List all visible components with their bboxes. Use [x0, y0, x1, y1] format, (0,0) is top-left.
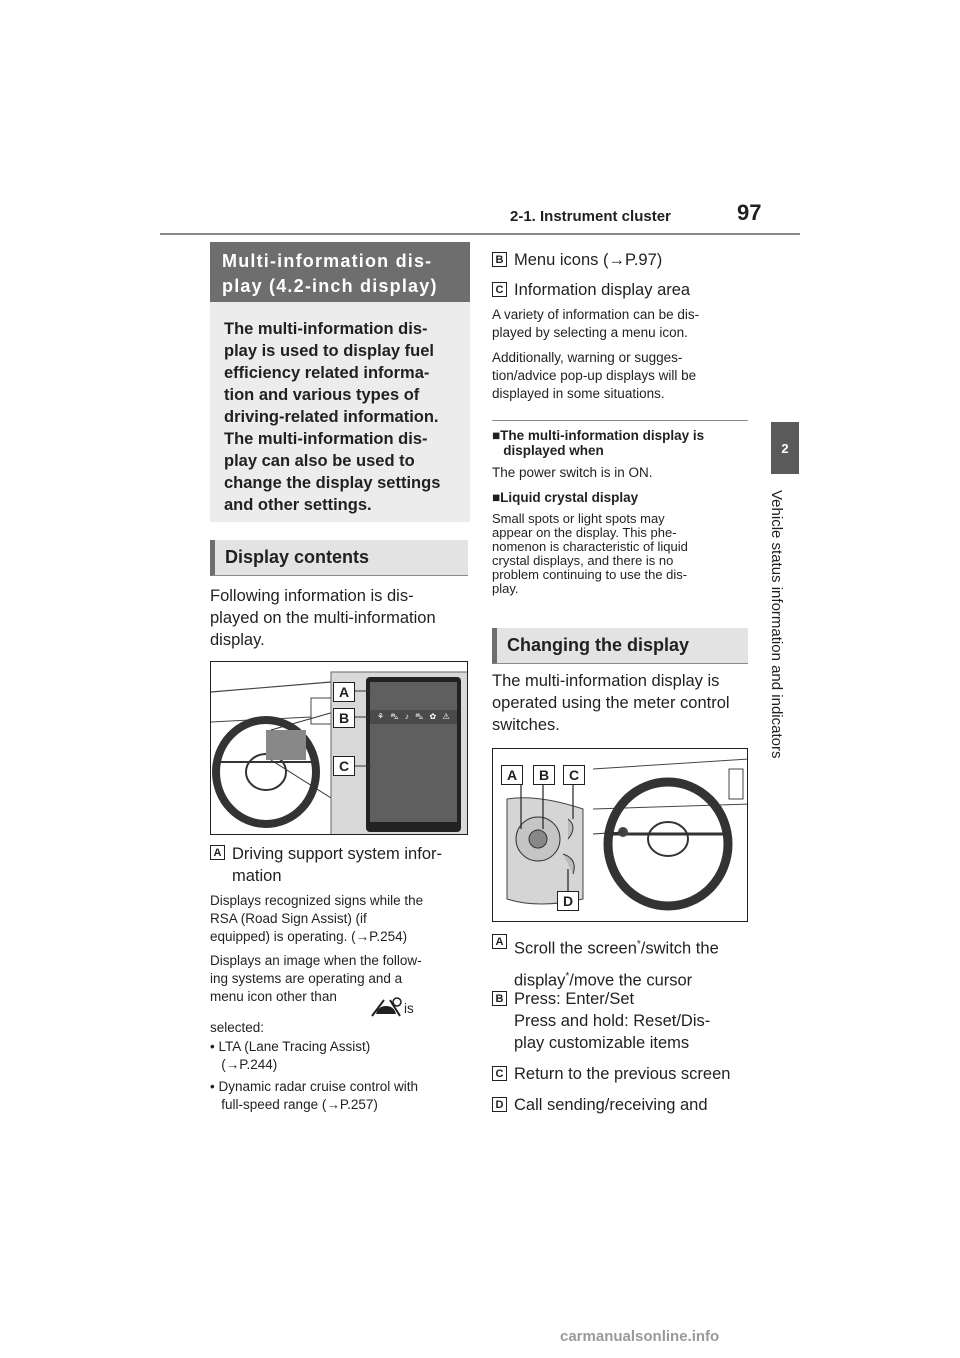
item-a-desc-2: Displays an image when the follow- ing systems are operating and a menu icon other than	[210, 953, 422, 1004]
section-heading-box: Multi-information dis- play (4.2-inch display)	[210, 242, 470, 302]
figure-label-c: C	[333, 756, 355, 776]
switch-item-d: Call sending/receiving and	[514, 1096, 708, 1114]
car-lane-icon	[366, 994, 406, 1020]
steering-switch-figure	[492, 748, 748, 922]
header-rule	[160, 233, 800, 235]
display-contents-paragraph: Following information is dis- played on the multi-information display.	[210, 587, 436, 649]
subheading-display-contents: Display contents	[210, 540, 468, 576]
item-label-a: A	[210, 845, 225, 860]
switch-item-a: Scroll the screen*/switch the display*/move the cursor	[514, 939, 719, 989]
section-title: 2-1. Instrument cluster	[510, 208, 671, 225]
switch-item-label-b: B	[492, 991, 507, 1006]
intro-text: The multi-information dis- play is used to display fuel efficiency related informa- tion and various types of driving-related information. The multi-information dis- play can also be used to change the display settings and other settings.	[210, 302, 470, 522]
switch-item-c: Return to the previous screen	[514, 1065, 731, 1083]
bullet-lta: • LTA (Lane Tracing Assist) (→P.244)	[210, 1039, 371, 1072]
divider	[492, 420, 748, 421]
subheading-changing-display: Changing the display	[492, 628, 748, 664]
steering-illustration	[493, 749, 748, 922]
note-display-when-head: ■The multi-information display is displayed when	[492, 428, 705, 458]
item-a-title: Driving support system infor- mation	[232, 845, 442, 885]
menu-icons-strip: ⚘ ⛍ ♪ ⛍ ✿ ⚠	[377, 712, 452, 721]
note-display-when-body: The power switch is in ON.	[492, 465, 653, 480]
item-c-desc-1: A variety of information can be dis- played by selecting a menu icon.	[492, 307, 700, 340]
page-number: 97	[737, 200, 762, 225]
item-a-desc-1: Displays recognized signs while the RSA (Road Sign Assist) (if equipped) is operating. (→P.254)	[210, 893, 424, 944]
item-b-menu-icons: Menu icons (→P.97)	[514, 251, 663, 269]
switch-item-label-a: A	[492, 934, 507, 949]
switch-label-d: D	[557, 891, 579, 911]
note-lcd-head: ■Liquid crystal display	[492, 490, 639, 505]
bullet-radar-cruise: • Dynamic radar cruise control with full-speed range (→P.257)	[210, 1079, 419, 1112]
note-lcd-body: Small spots or light spots may appear on the display. This phe- nomenon is characteristic of liquid crystal displays, and there is no problem continuing to use the dis- play.	[492, 511, 688, 596]
switch-item-label-d: D	[492, 1097, 507, 1112]
switch-item-b: Press: Enter/Set Press and hold: Reset/Dis- play customizable items	[514, 990, 711, 1052]
item-c-info-area: Information display area	[514, 281, 691, 299]
figure-label-a: A	[333, 682, 355, 702]
switch-label-b: B	[533, 765, 555, 785]
chapter-tab: 2	[771, 422, 799, 474]
watermark-text: carmanualsonline.info	[560, 1328, 720, 1345]
item-label-c: C	[492, 282, 507, 297]
item-a-desc-2-selected: selected:	[210, 1020, 265, 1035]
item-c-desc-2: Additionally, warning or sugges- tion/advice pop-up displays will be displayed in some situations.	[492, 350, 697, 401]
switch-item-label-c: C	[492, 1066, 507, 1081]
switch-label-a: A	[501, 765, 523, 785]
item-a-desc-2-is: is	[404, 1001, 414, 1016]
figure-label-b: B	[333, 708, 355, 728]
item-label-b: B	[492, 252, 507, 267]
cluster-figure	[210, 661, 468, 835]
switch-label-c: C	[563, 765, 585, 785]
changing-display-paragraph: The multi-information display is operated using the meter control switches.	[492, 672, 730, 734]
